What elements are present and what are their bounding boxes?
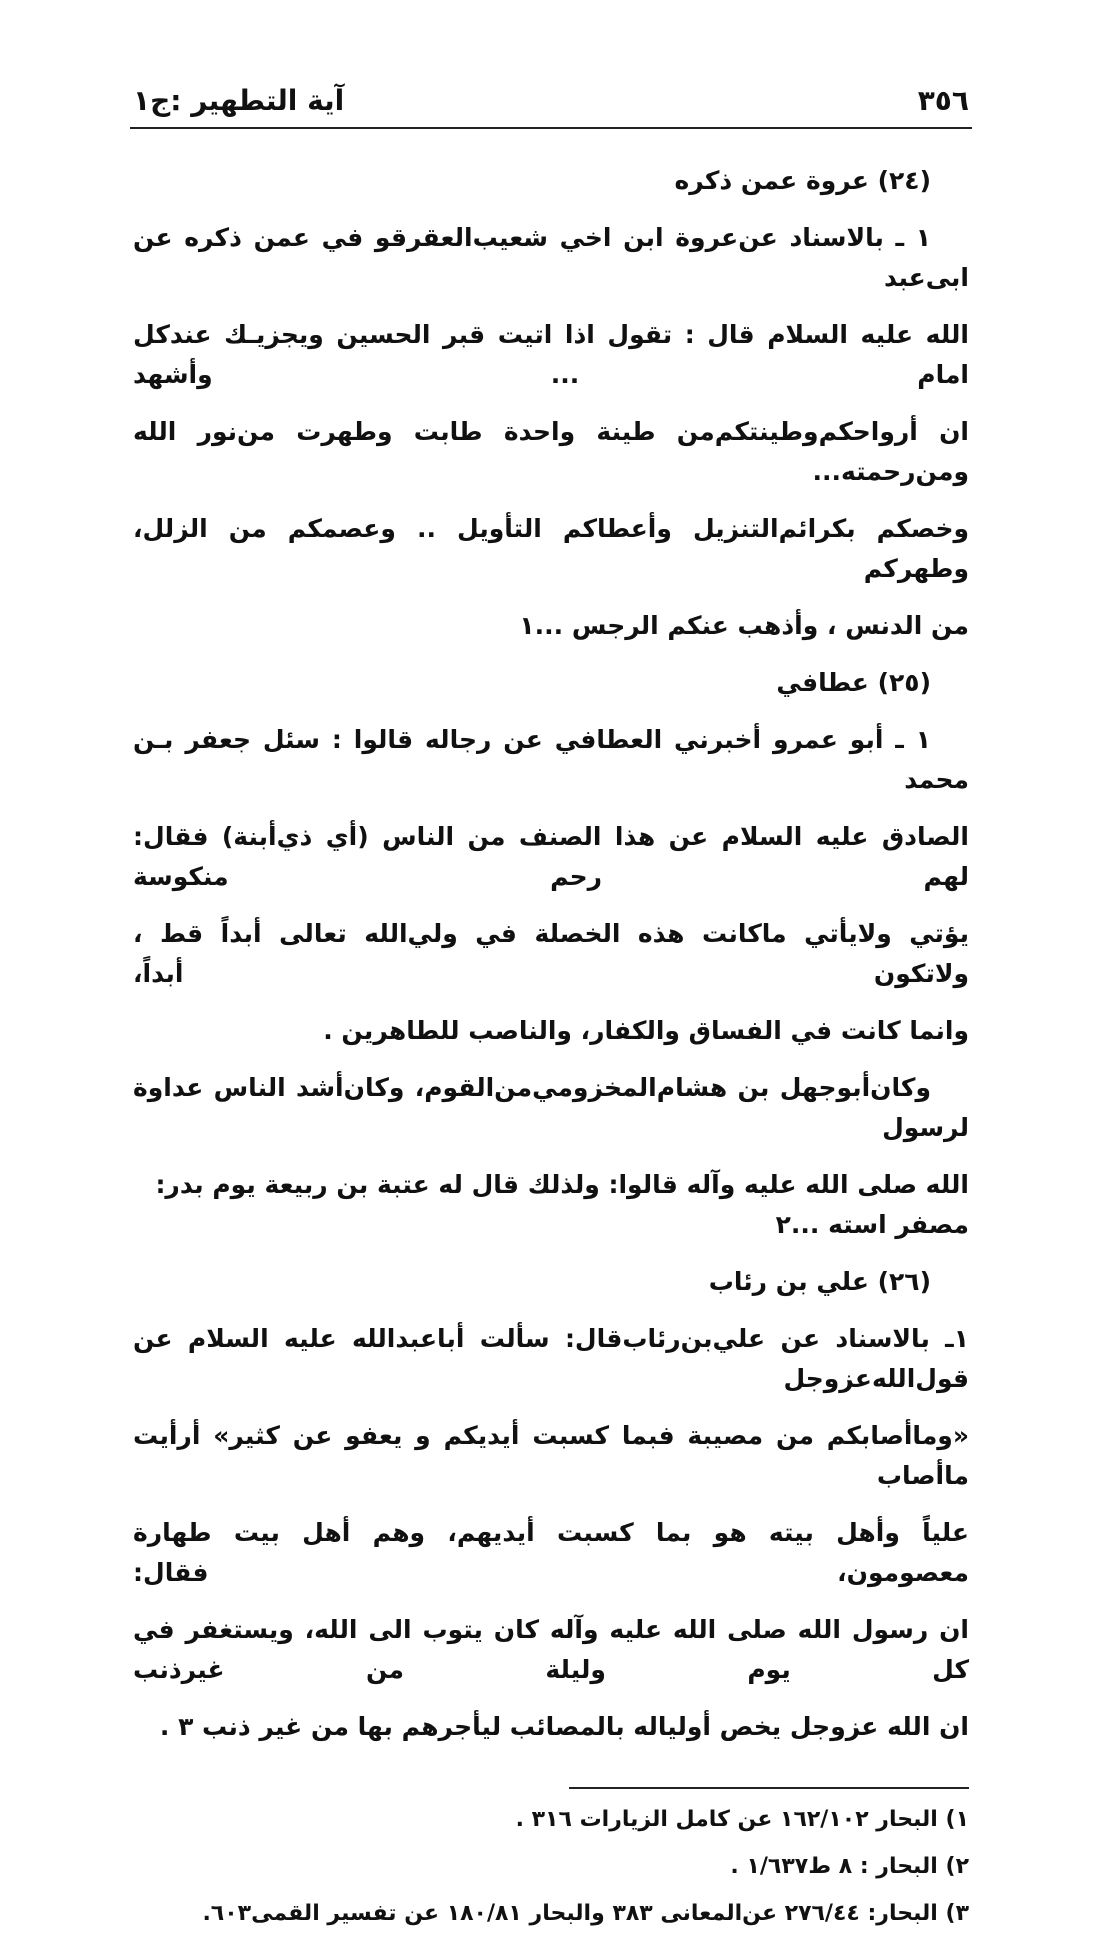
page-body — [133, 161, 969, 1931]
section-heading: (٢٥) عطافي — [776, 668, 931, 697]
header-rule — [130, 127, 972, 129]
page-header — [133, 0, 969, 122]
text-line: «وماأصابكم من مصيبة فبما كسبت أيديكم و يعفو عن كثير» أرأيت ماأصاب — [133, 1421, 969, 1490]
text-line: ١ـ بالاسناد عن علي‌بن‌رئاب‌قال: سألت أباعبدالله عليه السلام عن قول‌الله‌عزوجل — [133, 1324, 969, 1393]
text-line: ان أرواحكم‌وطينتكم‌من طينة واحدة طابت وطهرت من‌نور الله ومن‌رحمته... — [133, 417, 969, 486]
text-line: ١ ـ أبو عمرو أخبرني العطافي عن رجاله قالوا : سئل جعفر بـن محمد — [133, 725, 969, 794]
footnote: ١) البحار ١٦٢/١٠٢ عن كامل الزيارات ٣١٦ . — [515, 1807, 969, 1832]
text-line: ان رسول الله صلى الله عليه وآله كان يتوب الى الله، ويستغفر في كل يوم وليلة من غيرذنب — [133, 1615, 969, 1684]
section-heading: (٢٦) علي بن رئاب — [708, 1267, 931, 1296]
running-title: آية التطهير :ج١ — [133, 83, 345, 117]
text-line: الصادق عليه السلام عن هذا الصنف من الناس (أي ذي‌أبنة) فقال: لهم رحم منكوسة — [133, 822, 969, 891]
footnote-rule — [569, 1787, 969, 1789]
text-line: الله صلى الله عليه وآله قالوا: ولذلك قال له عتبة بن ربيعة يوم بدر: مصفر استه ...٢ — [155, 1170, 969, 1239]
text-line: يؤتي ولايأتي ماكانت هذه الخصلة في ولي‌الله تعالى أبداً قط ، ولاتكون أبداً، — [133, 919, 969, 988]
book-page — [133, 0, 969, 1944]
footnote: ٢) البحار : ٨ ط١/٦٣٧ . — [730, 1854, 969, 1879]
text-line: الله عليه السلام قال : تقول اذا اتيت قبر الحسين ويجزيـك عندكل امام ... وأشهد — [133, 320, 969, 389]
text-line: من الدنس ، وأذهب عنكم الرجس ...١ — [519, 611, 969, 640]
text-line: وكان‌أبوجهل بن هشام‌المخزومي‌من‌القوم، وكان‌أشد الناس عداوة لرسول — [133, 1073, 969, 1142]
text-line: ان الله عزوجل يخص أولياله بالمصائب ليأجرهم بها من غير ذنب ٣ . — [159, 1712, 969, 1741]
text-line: ١ ـ بالاسناد عن‌عروة ابن اخي شعيب‌العقرقو في عمن ذكره عن ابى‌عبد — [133, 223, 969, 292]
footnote: ٣) البحار: ٢٧٦/٤٤ عن‌المعانى ٣٨٣ والبحار ١٨٠/٨١ عن تفسير القمى٦٠٣. — [202, 1901, 969, 1926]
section-heading: (٢٤) عروة عمن ذكره — [674, 166, 931, 195]
text-line: علياً وأهل بيته هو بما كسبت أيديهم، وهم أهل بيت طهارة معصومون، فقال: — [133, 1518, 969, 1587]
page-number: ٣٥٦ — [917, 83, 969, 117]
text-line: وخصكم بكرائم‌التنزيل وأعطاكم التأويل .. وعصمكم من الزلل، وطهركم — [133, 514, 969, 583]
text-line: وانما كانت في الفساق والكفار، والناصب للطاهرين . — [323, 1016, 969, 1045]
